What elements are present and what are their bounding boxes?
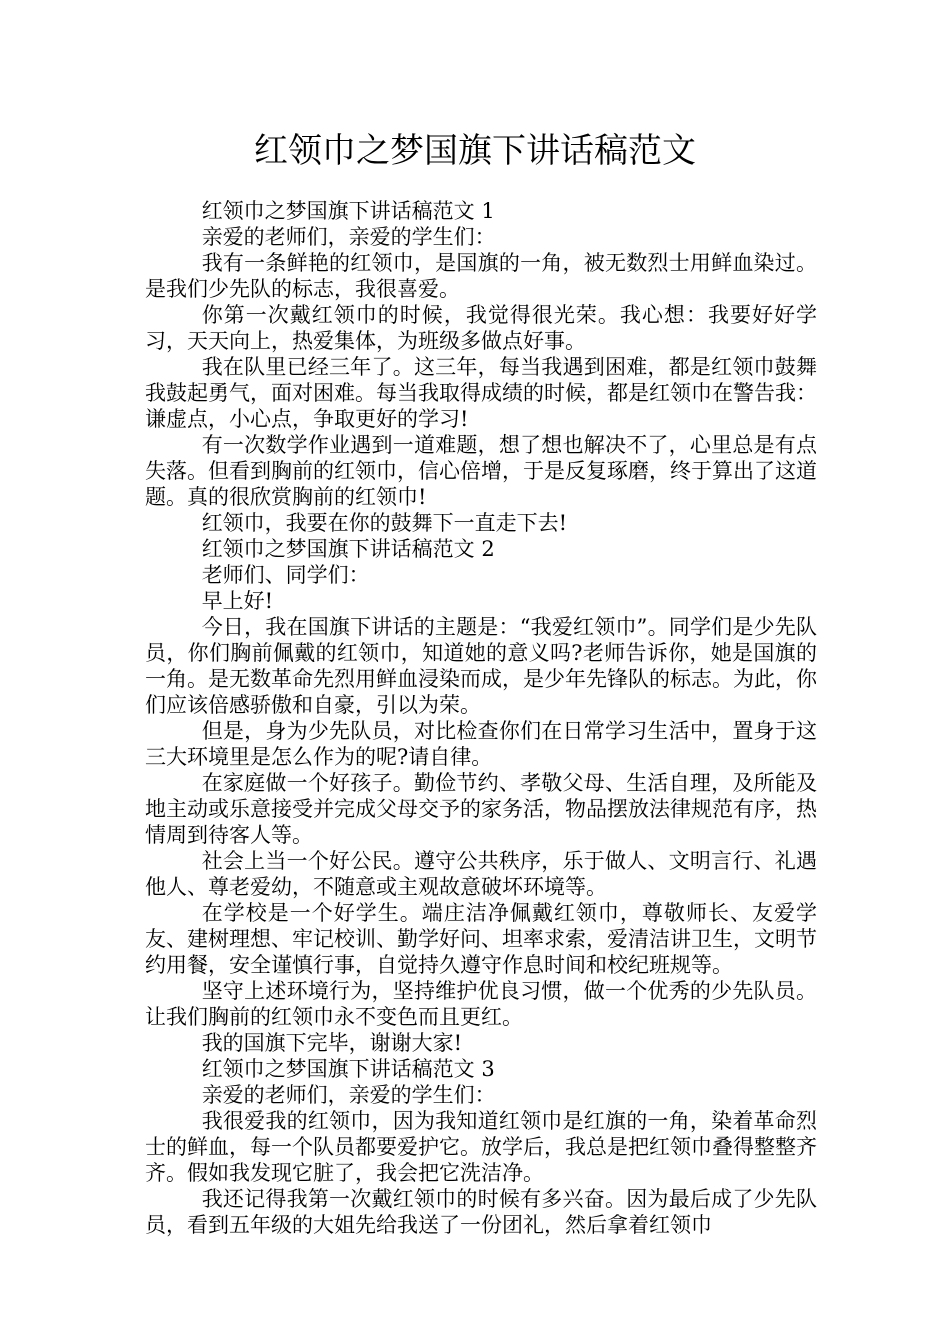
paragraph-9: 老师们、同学们： [201, 563, 370, 587]
paragraph-8: 红领巾之梦国旗下讲话稿范文 2 [201, 537, 495, 561]
paragraph-17: 我的国旗下完毕，谢谢大家! [201, 1031, 463, 1055]
paragraph-20: 我很爱我的红领巾，因为我知道红领巾是红旗的一角，染着革命烈士的鲜血，每一个队员都要爱护它。放学后，我总是把红领巾叠得整整齐齐。假如我发现它脏了，我会把它洗洁净。 [145, 1109, 817, 1185]
paragraph-10: 早上好! [201, 589, 274, 613]
paragraph-6: 有一次数学作业遇到一道难题，想了想也解决不了，心里总是有点失落。但看到胸前的红领巾，信心倍增，于是反复琢磨，终于算出了这道题。真的很欣赏胸前的红领巾! [145, 433, 817, 509]
paragraph-19: 亲爱的老师们，亲爱的学生们： [201, 1083, 496, 1107]
paragraph-18: 红领巾之梦国旗下讲话稿范文 3 [201, 1057, 495, 1081]
paragraph-13: 在家庭做一个好孩子。勤俭节约、孝敬父母、生活自理，及所能及地主动或乐意接受并完成父母交予的家务活，物品摆放法律规范有序，热情周到待客人等。 [145, 771, 817, 847]
paragraph-7: 红领巾，我要在你的鼓舞下一直走下去! [201, 511, 568, 535]
paragraph-12: 但是，身为少先队员，对比检查你们在日常学习生活中，置身于这三大环境里是怎么作为的呢?请自律。 [145, 719, 817, 769]
paragraph-2: 亲爱的老师们，亲爱的学生们： [201, 225, 496, 249]
paragraph-15: 在学校是一个好学生。端庄洁净佩戴红领巾，尊敬师长、友爱学友、建树理想、牢记校训、勤学好问、坦率求索，爱清洁讲卫生，文明节约用餐，安全谨慎行事，自觉持久遵守作息时间和校纪班规等。 [145, 901, 817, 977]
paragraph-11: 今日，我在国旗下讲话的主题是：“我爱红领巾”。同学们是少先队员，你们胸前佩戴的红领巾，知道她的意义吗?老师告诉你，她是国旗的一角。是无数革命先烈用鲜血浸染而成，是少年先锋队的标志。为此，你们应该倍感骄傲和自豪，引以为荣。 [145, 615, 817, 717]
paragraph-3: 我有一条鲜艳的红领巾，是国旗的一角，被无数烈士用鲜血染过。是我们少先队的标志，我很喜爱。 [145, 251, 817, 301]
paragraph-4: 你第一次戴红领巾的时候，我觉得很光荣。我心想：我要好好学习，天天向上，热爱集体，为班级多做点好事。 [145, 303, 817, 353]
document-body [145, 198, 817, 1238]
paragraph-14: 社会上当一个好公民。遵守公共秩序，乐于做人、文明言行、礼遇他人、尊老爱幼，不随意或主观故意破坏环境等。 [145, 849, 817, 899]
paragraph-5: 我在队里已经三年了。这三年，每当我遇到困难，都是红领巾鼓舞我鼓起勇气，面对困难。每当我取得成绩的时候，都是红领巾在警告我：谦虚点，小心点，争取更好的学习! [145, 355, 817, 431]
document-title: 红领巾之梦国旗下讲话稿范文 [254, 131, 696, 171]
paragraph-16: 坚守上述环境行为，坚持维护优良习惯，做一个优秀的少先队员。让我们胸前的红领巾永不变色而且更红。 [145, 979, 817, 1029]
paragraph-1: 红领巾之梦国旗下讲话稿范文 1 [201, 199, 495, 223]
paragraph-21: 我还记得我第一次戴红领巾的时候有多兴奋。因为最后成了少先队员，看到五年级的大姐先给我送了一份团礼，然后拿着红领巾 [145, 1187, 817, 1237]
